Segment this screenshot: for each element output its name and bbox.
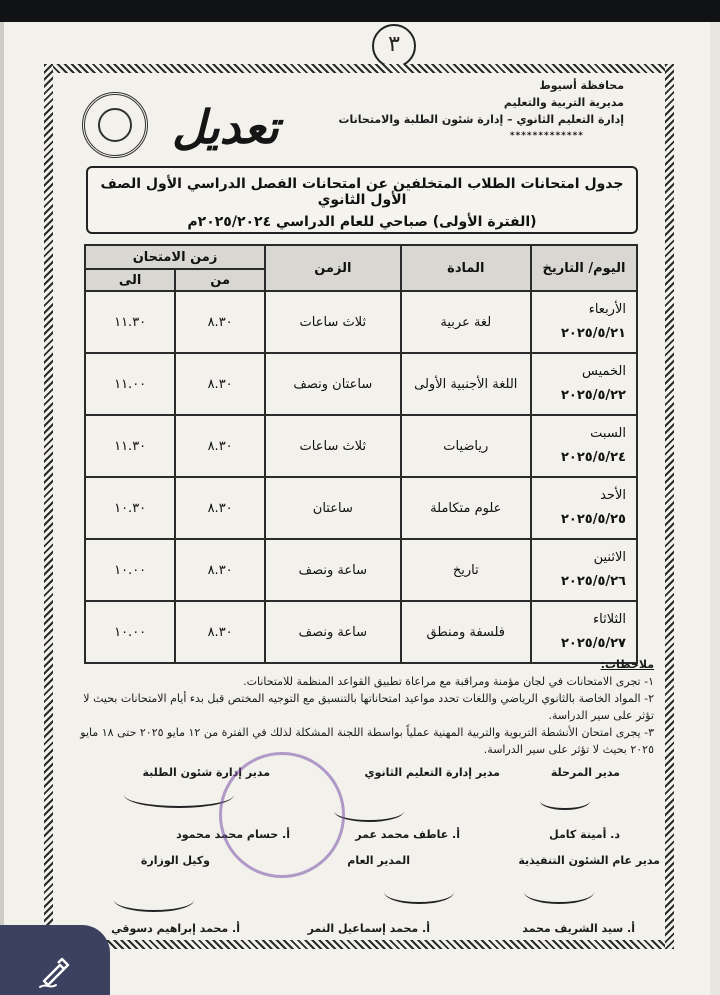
table-row <box>85 291 637 353</box>
exam-date: ٢٠٢٥/٥/٢٤ <box>560 450 626 465</box>
to-time-cell: ١١.٣٠ <box>85 291 175 353</box>
ministry-seal-icon <box>82 92 148 158</box>
from-time-cell: ٨.٣٠ <box>175 539 265 601</box>
to-time-cell: ١١.٠٠ <box>85 353 175 415</box>
title-line-1: جدول امتحانات الطلاب المتخلفين عن امتحانات الفصل الدراسي الأول الصف الأول الثانوي <box>100 176 624 208</box>
day-name: الأحد <box>600 488 626 503</box>
title-line-2: (الفترة الأولى) صباحي للعام الدراسي ٢٠٢٥/٢٠٢٤م <box>187 214 537 230</box>
duration-cell: ساعتان <box>265 477 401 539</box>
subject-cell: لغة عربية <box>401 291 531 353</box>
from-time-cell: ٨.٣٠ <box>175 291 265 353</box>
exec-affairs-name: أ. سيد الشريف محمد <box>522 922 635 935</box>
page-edge-right <box>710 22 720 995</box>
duration-cell: ثلاث ساعات <box>265 291 401 353</box>
exam-date: ٢٠٢٥/٥/٢٢ <box>560 388 626 403</box>
day-date-cell <box>531 477 637 539</box>
exam-date: ٢٠٢٥/٥/٢١ <box>560 326 626 341</box>
pencil-icon <box>38 955 72 989</box>
deputy-title: وكيل الوزارة <box>140 854 210 867</box>
header-day-date: اليوم/ التاريخ <box>531 245 637 291</box>
secondary-director-title: مدير إدارة التعليم الثانوي <box>364 766 500 779</box>
exam-schedule-table <box>84 244 638 664</box>
from-time-cell: ٨.٣٠ <box>175 477 265 539</box>
notes-section <box>64 656 654 758</box>
to-time-cell: ١٠.٠٠ <box>85 601 175 663</box>
frame-border-right <box>665 64 674 949</box>
issuer-header <box>304 77 624 145</box>
table-row <box>85 539 637 601</box>
secondary-director-name: أ. عاطف محمد عمر <box>355 828 460 841</box>
day-date-cell <box>531 539 637 601</box>
to-time-cell: ١٠.٠٠ <box>85 539 175 601</box>
table-row <box>85 415 637 477</box>
table-row <box>85 477 637 539</box>
amendment-heading: تعديل <box>172 100 279 154</box>
exam-date: ٢٠٢٥/٥/٢٦ <box>560 574 626 589</box>
stars-divider: ************* <box>509 131 584 141</box>
subject-cell: تاريخ <box>401 539 531 601</box>
page-number: ٣ <box>372 24 416 68</box>
signature-scribble <box>114 888 194 912</box>
exec-affairs-title: مدير عام الشئون التنفيذية <box>518 854 660 867</box>
from-time-cell: ٨.٣٠ <box>175 601 265 663</box>
frame-border-top <box>44 64 674 73</box>
signature-scribble <box>384 880 454 904</box>
signature-scribble <box>124 782 234 808</box>
day-name: الخميس <box>582 364 626 379</box>
day-date-cell <box>531 353 637 415</box>
deputy-name: أ. محمد إبراهيم دسوقي <box>111 922 240 935</box>
duration-cell: ساعتان ونصف <box>265 353 401 415</box>
subject-cell: علوم متكاملة <box>401 477 531 539</box>
day-date-cell <box>531 291 637 353</box>
general-director-title: المدير العام <box>347 854 410 867</box>
notes-heading: ملاحظات: <box>600 658 654 671</box>
to-time-cell: ١١.٣٠ <box>85 415 175 477</box>
header-duration: الزمن <box>265 245 401 291</box>
student-affairs-title: مدير إدارة شئون الطلبة <box>142 766 270 779</box>
signature-scribble <box>524 880 594 904</box>
signature-scribble <box>540 792 590 810</box>
day-name: الأربعاء <box>588 302 626 317</box>
note-item: ١- تجرى الامتحانات في لجان مؤمنة ومراقبة مع مراعاة تطبيق القواعد المنظمة للامتحانات. <box>243 675 654 688</box>
directorate-line: مديرية التربية والتعليم <box>503 96 624 109</box>
day-name: الاثنين <box>593 550 626 565</box>
from-time-cell: ٨.٣٠ <box>175 353 265 415</box>
header-to: الى <box>85 269 175 291</box>
from-time-cell: ٨.٣٠ <box>175 415 265 477</box>
day-date-cell <box>531 601 637 663</box>
stage-director-title: مدير المرحلة <box>550 766 620 779</box>
duration-cell: ساعة ونصف <box>265 539 401 601</box>
student-affairs-name: أ. حسام محمد محمود <box>176 828 290 841</box>
table-row <box>85 601 637 663</box>
duration-cell: ثلاث ساعات <box>265 415 401 477</box>
title-box <box>86 166 638 234</box>
duration-cell: ساعة ونصف <box>265 601 401 663</box>
table-row <box>85 353 637 415</box>
subject-cell: اللغة الأجنبية الأولى <box>401 353 531 415</box>
subject-cell: رياضيات <box>401 415 531 477</box>
header-from: من <box>175 269 265 291</box>
to-time-cell: ١٠.٣٠ <box>85 477 175 539</box>
frame-border-bottom <box>44 940 674 949</box>
header-exam-time: زمن الامتحان <box>85 245 265 269</box>
administration-line: إدارة التعليم الثانوي – إدارة شئون الطلبة والامتحانات <box>338 113 624 126</box>
note-item: ٣- يجرى امتحان الأنشطة التربوية والتربية المهنية عملياً بواسطة اللجنة المشكلة لذلك في الفترة من ١٢ مايو ٢٠٢٥ حتى ١٨ مايو ٢٠٢٥ بحيث لا تؤثر على سير الدراسة. <box>80 726 654 756</box>
exam-date: ٢٠٢٥/٥/٢٧ <box>560 636 626 651</box>
general-director-name: أ. محمد إسماعيل النمر <box>307 922 430 935</box>
day-date-cell <box>531 415 637 477</box>
day-name: السبت <box>590 426 626 441</box>
official-stamp-icon <box>219 752 345 878</box>
top-bar <box>0 0 720 22</box>
stage-director-name: د. أمينة كامل <box>549 828 620 841</box>
header-subject: المادة <box>401 245 531 291</box>
governorate-line: محافظة أسيوط <box>539 79 624 92</box>
exam-date: ٢٠٢٥/٥/٢٥ <box>560 512 626 527</box>
day-name: الثلاثاء <box>593 612 626 627</box>
subject-cell: فلسفة ومنطق <box>401 601 531 663</box>
frame-border-left <box>44 64 53 949</box>
document-page <box>4 22 710 995</box>
note-item: ٢- المواد الخاصة بالثانوي الرياضي واللغات تحدد مواعيد امتحاناتها بالتنسيق مع التوجيه المختص قبل بدء أيام الامتحانات بحيث لا تؤثر على سير الدراسة. <box>83 692 654 722</box>
